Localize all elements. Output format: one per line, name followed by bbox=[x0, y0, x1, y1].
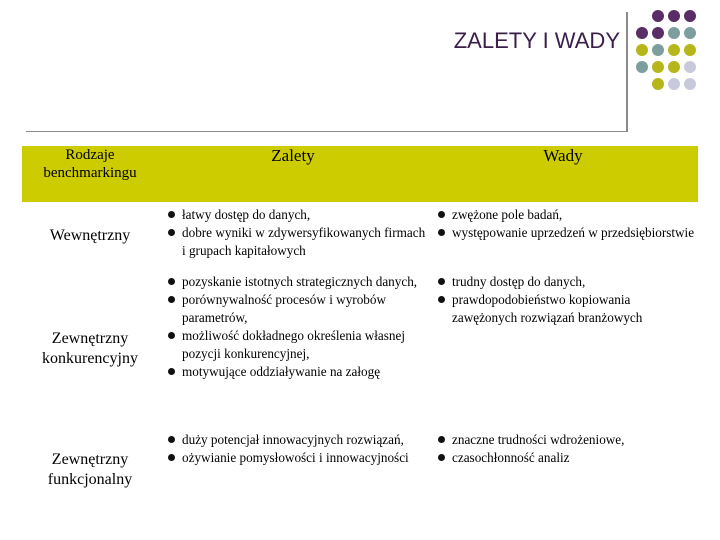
table-row bbox=[22, 428, 698, 512]
table-header-row bbox=[22, 146, 698, 202]
decorative-dot bbox=[652, 10, 664, 22]
list-item: trudny dostęp do danych, bbox=[438, 273, 698, 291]
decorative-dot bbox=[652, 61, 664, 73]
decorative-dot bbox=[668, 61, 680, 73]
row-name: Zewnętrzny funkcjonalny bbox=[47, 451, 133, 488]
list-item: łatwy dostęp do danych, bbox=[168, 206, 428, 224]
row-name: Zewnętrzny konkurencyjny bbox=[42, 330, 138, 367]
list-item: możliwość dokładnego określenia własnej pozycji konkurencyjnej, bbox=[168, 327, 428, 363]
row-name: Wewnętrzny bbox=[49, 227, 131, 244]
wady-cell bbox=[428, 202, 698, 270]
list-item: dobre wyniki w zdywersyfikowanych firmach i grupach kapitałowych bbox=[168, 224, 428, 260]
header-wady: Wady bbox=[428, 146, 698, 202]
slide-title: ZALETY I WADY bbox=[453, 28, 620, 53]
header-zalety: Zalety bbox=[158, 146, 428, 202]
list-item: motywujące oddziaływanie na załogę bbox=[168, 363, 428, 381]
list-item: pozyskanie istotnych strategicznych danych, bbox=[168, 273, 428, 291]
decorative-dot bbox=[636, 61, 648, 73]
zalety-cell bbox=[158, 270, 428, 428]
decorative-dot bbox=[668, 44, 680, 56]
list-item: czasochłonność analiz bbox=[438, 449, 698, 467]
decorative-dot bbox=[636, 44, 648, 56]
decorative-dot bbox=[652, 44, 664, 56]
table-row bbox=[22, 270, 698, 428]
vertical-divider bbox=[626, 12, 628, 132]
decorative-dot bbox=[684, 78, 696, 90]
decorative-dot bbox=[684, 10, 696, 22]
list-item: prawdopodobieństwo kopiowania zawężonych rozwiązań branżowych bbox=[438, 291, 698, 327]
decorative-dot bbox=[684, 61, 696, 73]
wady-cell bbox=[428, 270, 698, 428]
list-item: znaczne trudności wdrożeniowe, bbox=[438, 431, 698, 449]
table-row bbox=[22, 202, 698, 270]
header-types: Rodzaje benchmarkingu bbox=[22, 146, 158, 202]
decorative-dot bbox=[636, 27, 648, 39]
zalety-cell bbox=[158, 428, 428, 512]
list-item: zwężone pole badań, bbox=[438, 206, 698, 224]
zalety-cell bbox=[158, 202, 428, 270]
decorative-dot bbox=[684, 27, 696, 39]
horizontal-divider bbox=[26, 131, 626, 132]
decorative-dot bbox=[668, 10, 680, 22]
decorative-dot bbox=[684, 44, 696, 56]
wady-cell bbox=[428, 428, 698, 512]
list-item: porównywalność procesów i wyrobów parametrów, bbox=[168, 291, 428, 327]
decorative-dot bbox=[652, 78, 664, 90]
pros-cons-table bbox=[22, 146, 698, 512]
decorative-dot bbox=[668, 78, 680, 90]
list-item: występowanie uprzedzeń w przedsiębiorstwie bbox=[438, 224, 698, 242]
list-item: ożywianie pomysłowości i innowacyjności bbox=[168, 449, 428, 467]
list-item: duży potencjał innowacyjnych rozwiązań, bbox=[168, 431, 428, 449]
decorative-dot bbox=[668, 27, 680, 39]
decorative-dot bbox=[652, 27, 664, 39]
